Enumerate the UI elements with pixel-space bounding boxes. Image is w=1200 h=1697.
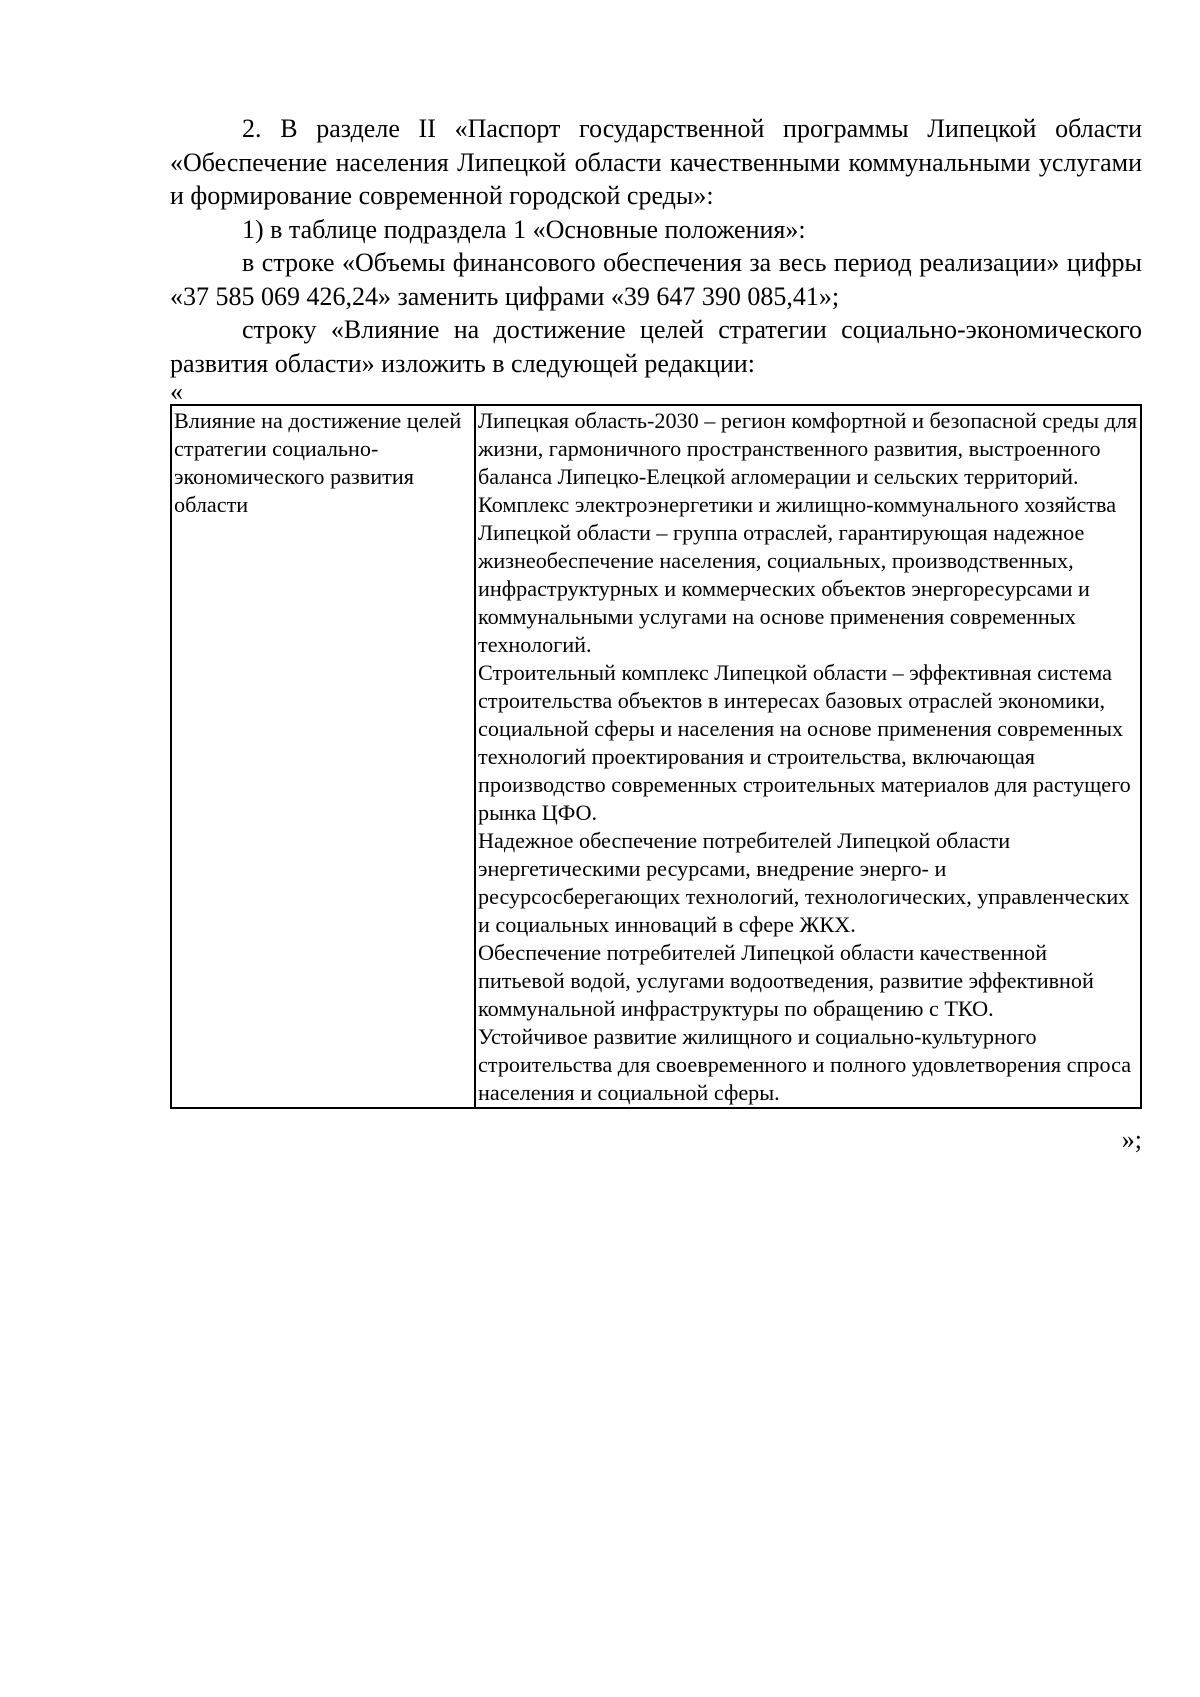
opening-quote-mark: « [170, 377, 183, 406]
document-page [170, 112, 1142, 1155]
content-paragraph: Надежное обеспечение потребителей Липецкой области энергетическими ресурсами, внедрение энерго- и ресурсосберегающих технологий, технологических, управленческих и социальных инноваций в сфере ЖКХ. [478, 828, 1130, 937]
table-content-cell [475, 405, 1141, 1108]
paragraph-financing-row: в строке «Объемы финансового обеспечения за весь период реализации» цифры «37 585 069 426,24» заменить цифрами «39 647 390 085,41»; [170, 248, 1142, 311]
paragraph-impact-row: строку «Влияние на достижение целей стратегии социально-экономического развития области» изложить в следующей редакции: [170, 315, 1142, 378]
paragraph-section-2: 2. В разделе II «Паспорт государственной программы Липецкой области «Обеспечение населения Липецкой области качественными коммунальными услугами и формирование современной городской среды»: [170, 114, 1142, 210]
content-paragraph: Комплекс электроэнергетики и жилищно-коммунального хозяйства Липецкой области – группа отраслей, гарантирующая надежное жизнеобеспечение населения, социальных, производственных, инфраструктурных и коммерческих объектов энергоресурсами и коммунальными услугами на основе применения современных технологий. [478, 492, 1117, 657]
passport-table [170, 404, 1142, 1109]
content-paragraph: Строительный комплекс Липецкой области – эффективная система строительства объектов в интересах базовых отраслей экономики, социальной сферы и населения на основе применения современных технологий проектирования и строительства, включающая производство современных строительных материалов для растущего рынка ЦФО. [478, 660, 1131, 825]
content-paragraph: Липецкая область-2030 – регион комфортной и безопасной среды для жизни, гармоничного пространственного развития, выстроенного баланса Липецко-Елецкой агломерации и сельских территорий. [478, 408, 1138, 489]
content-paragraph: Устойчивое развитие жилищного и социально-культурного строительства для своевременного и полного удовлетворения спроса населения и социальной сферы. [478, 1024, 1132, 1105]
content-paragraph: Обеспечение потребителей Липецкой области качественной питьевой водой, услугами водоотведения, развитие эффективной коммунальной инфраструктуры по обращению с ТКО. [478, 940, 1094, 1021]
table-row [171, 405, 1141, 1108]
table-label-cell: Влияние на достижение целей стратегии социально-экономического развития области [171, 405, 475, 1108]
paragraph-subsection-1: 1) в таблице подраздела 1 «Основные положения»: [242, 214, 806, 244]
closing-quote-mark: »; [1121, 1125, 1142, 1154]
